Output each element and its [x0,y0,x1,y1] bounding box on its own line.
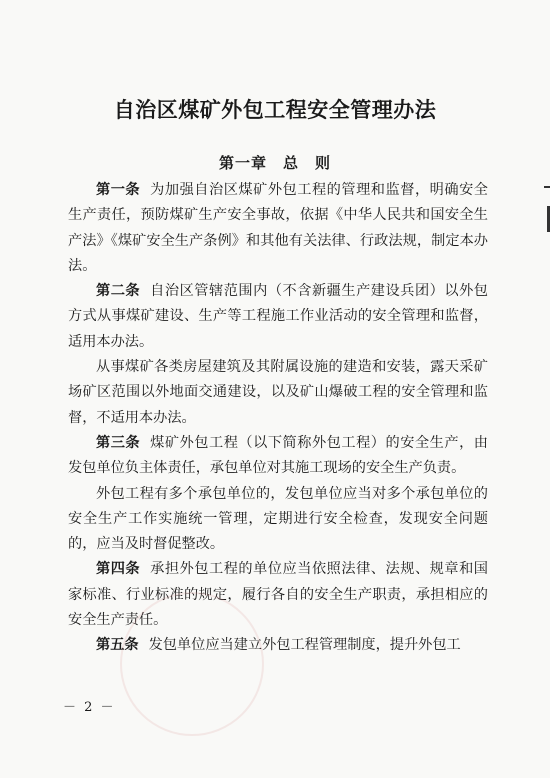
article-paragraph [68,178,488,279]
article-number: 第四条 [96,561,141,578]
chapter-heading: 第一章 总 则 [218,154,331,172]
article-number: 第二条 [96,283,141,300]
article-text: 为加强自治区煤矿外包工程的管理和监督，明确安全生产责任，预防煤矿生产安全事故，依据《中华人民共和国安全生产法》《煤矿安全生产条例》和其他有关法律、行政法规，制定本办法。 [68,182,488,274]
article-number: 第五条 [96,637,139,654]
article-paragraph [68,431,488,482]
article-paragraph [68,633,488,658]
article-text: 发包单位应当建立外包工程管理制度，提升外包工 [148,637,461,654]
article-text: 承担外包工程的单位应当依照法律、法规、规章和国家标准、行业标准的规定，履行各自的安全生产职责，承担相应的安全生产责任。 [68,561,488,629]
scan-edge-mark [544,186,550,188]
article-paragraph [68,557,488,633]
document-title: 自治区煤矿外包工程安全管理办法 [113,97,437,122]
article-text: 自治区管辖范围内（不含新疆生产建设兵团）以外包方式从事煤矿建设、生产等工程施工作业活动的安全管理和监督，适用本办法。 [68,283,488,350]
article-paragraph [68,279,488,355]
page-number: － 2 － [63,700,116,715]
article-text: 外包工程有多个承包单位的，发包单位应当对多个承包单位的安全生产工作实施统一管理，定期进行安全检查，发现安全问题的，应当及时督促整改。 [68,485,488,553]
article-paragraph [68,355,488,431]
article-text: 煤矿外包工程（以下简称外包工程）的安全生产，由发包单位负主体责任，承包单位对其施工现场的安全生产负责。 [68,434,488,477]
article-number: 第一条 [96,182,141,198]
article-number: 第三条 [96,434,141,451]
document-body [68,178,488,659]
article-paragraph [68,482,488,558]
article-text: 从事煤矿各类房屋建筑及其附属设施的建造和安装，露天采矿场矿区范围以外地面交通建设，以及矿山爆破工程的安全管理和监督，不适用本办法。 [68,359,488,426]
